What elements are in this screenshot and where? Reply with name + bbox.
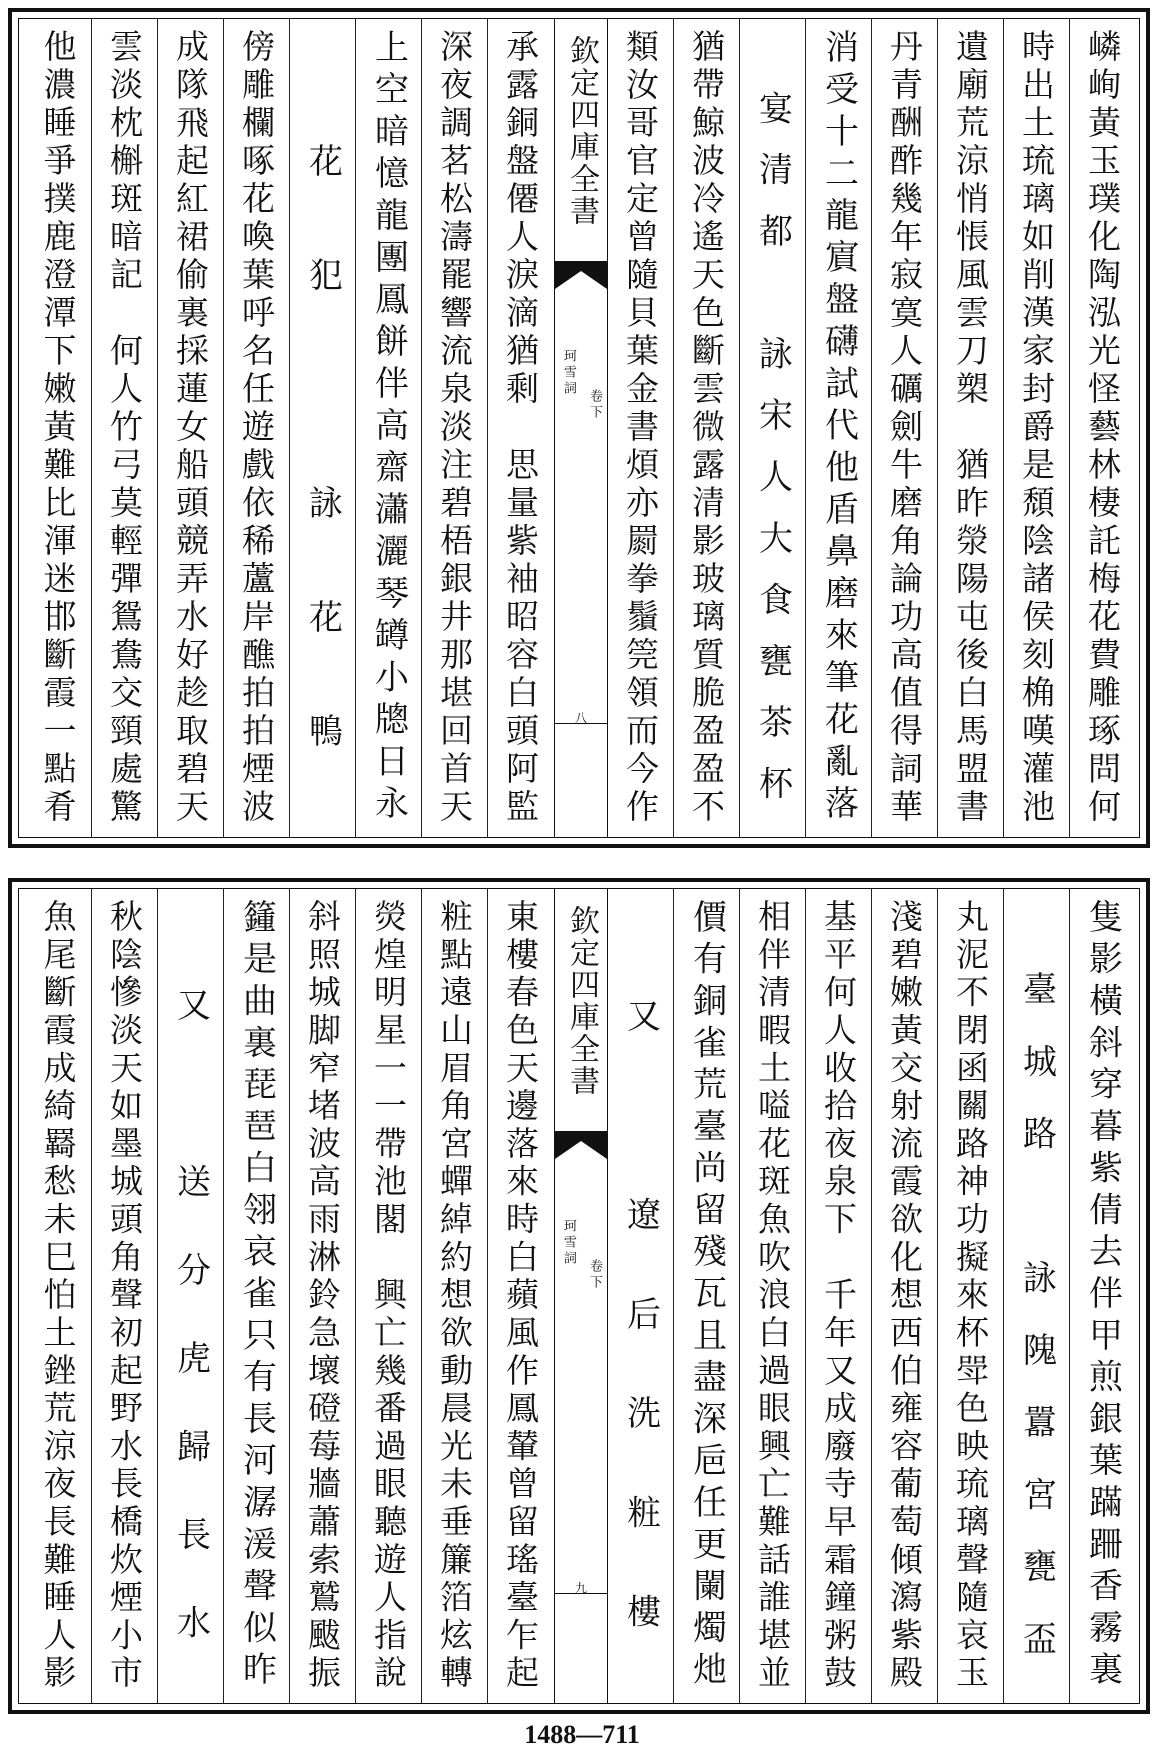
text-column: [871, 19, 937, 837]
text-column: [673, 889, 739, 1703]
column-text: 價有銅雀荒臺尚留殘瓦且盡深巵任更闌燭灺: [686, 899, 727, 1693]
column-text: 他濃睡爭撲鹿澄潭下嫩黃難比渾迷邯斷霞一點肴: [38, 29, 78, 827]
column-heading: 花犯 詠花鴨: [302, 29, 343, 827]
text-column: [289, 889, 355, 1703]
column-text: 承露銅盤僊人淚滴猶剩 思量紫袖昭容白頭阿監: [501, 29, 540, 827]
column-text: 丹青酬酢幾年寂寞人礪劍牛磨角論功高值得詞華: [885, 29, 924, 827]
page-panel-top: [8, 8, 1150, 848]
text-column: [871, 889, 937, 1703]
page-number: 九: [574, 1581, 587, 1595]
text-column: [1003, 19, 1069, 837]
column-text: 粧點遠山眉角宮蟬綽約想欲動晨光未垂簾箔炫轉: [435, 899, 474, 1693]
book-series-title: 欽定四庫全書: [564, 905, 599, 1097]
column-text: 消受十二龍賔盤礴試代他盾鼻磨來筆花亂落: [818, 29, 859, 827]
text-column: [805, 889, 871, 1703]
text-column: [1069, 889, 1135, 1703]
page-frame: [18, 18, 1140, 838]
text-column: [607, 889, 673, 1703]
page-number: 八: [574, 711, 587, 725]
text-column: [937, 19, 1003, 837]
text-column: [421, 889, 487, 1703]
column-text: 魚尾斷霞成綺羇愁未巳怕土銼荒涼夜長難睡人影: [38, 899, 78, 1693]
center-fold: [554, 889, 608, 1703]
text-column: [157, 19, 223, 837]
column-text: 淺碧嫩黃交射流霞欲化想西伯雍容葡萄傾瀉紫殿: [885, 899, 924, 1693]
text-column: [355, 889, 421, 1703]
column-text: 籦是曲裏琵琶白翎哀雀只有長河潺湲聲似昨: [236, 899, 277, 1693]
column-heading: 宴清都 詠宋人大食甕茶杯: [752, 29, 793, 827]
book-series-title: 欽定四庫全書: [564, 35, 599, 227]
text-column: [355, 19, 421, 837]
column-text: 遺廟荒涼悄悵風雲刀槊 猶昨滎陽屯後白馬盟書: [951, 29, 990, 827]
text-column: [421, 19, 487, 837]
text-column: [673, 19, 739, 837]
column-heading: 又 送分虎歸長水: [170, 899, 211, 1693]
column-text: 上空暗憶龍團鳳餅伴高齋瀟灑琴罇小牕日永: [368, 29, 409, 827]
column-text: 深夜調茗松濤罷響流泉淡注碧梧銀井那堪回首天: [435, 29, 474, 827]
column-heading: 臺城路 詠隗囂宮甕盃: [1016, 899, 1057, 1693]
column-text: 成隊飛起紅裙偷裏採蓮女船頭競弄水好趁取碧天: [171, 29, 210, 827]
fishtail-mark-icon: [555, 261, 607, 289]
column-text: 隻影橫斜穿暮紫倩去伴甲煎銀葉蹣跚香霧裏: [1082, 899, 1123, 1693]
column-text: 秋陰慘淡天如墨城頭角聲初起野水長橋炊煙小市: [105, 899, 144, 1693]
text-column: [157, 889, 223, 1703]
column-text: 熒煌明星一一帶池閣 興亡幾番過眼聽遊人指說: [369, 899, 408, 1693]
column-text: 雲淡枕槲斑暗記 何人竹弓莫輕彈鴛鴦交頸處驚: [105, 29, 144, 827]
column-text: 丸泥不閉函關路神功擬來杯斝色映琉璃聲隨哀玉: [951, 899, 990, 1693]
book-title: 珂雪詞: [560, 1219, 576, 1267]
book-title: 珂雪詞: [560, 349, 576, 397]
text-column: [1003, 889, 1069, 1703]
column-heading: 又 遼后洗粧樓: [620, 899, 661, 1693]
column-text: 相伴清暇土嗌花斑魚吹浪白過眼興亡難話誰堪並: [753, 899, 792, 1693]
column-text: 時出土琉璃如削漢家封爵是頹陰諸侯刻桷嘆灌池: [1017, 29, 1056, 827]
column-text: 猶帶鯨波冷遙天色斷雲微露清影玻璃質脆盈盈不: [687, 29, 726, 827]
text-column: [223, 889, 289, 1703]
column-text: 基平何人收拾夜泉下 千年又成廢寺早霜鐘粥鼓: [819, 899, 858, 1693]
column-text: 類汝哥官定曾隨貝葉金書煩亦罽拳鬚筦領而今作: [621, 29, 660, 827]
text-column: [91, 19, 157, 837]
text-column: [1069, 19, 1135, 837]
text-column: [487, 889, 553, 1703]
text-column: [25, 19, 91, 837]
text-column: [607, 19, 673, 837]
text-column: [223, 19, 289, 837]
center-fold: [554, 19, 608, 837]
text-column: [739, 889, 805, 1703]
text-column: [91, 889, 157, 1703]
page-footer-number: 1488—711: [524, 1720, 640, 1749]
column-text: 斜照城脚窄堵波高雨淋鈴急壞磴莓牆蕭索鷲颰振: [303, 899, 342, 1693]
text-column: [289, 19, 355, 837]
text-column: [805, 19, 871, 837]
volume-label: 卷下: [587, 389, 602, 421]
volume-label: 卷下: [587, 1259, 602, 1291]
column-text: 東樓春色天邊落來時白蘋風作鳳輦曾留瑤臺乍起: [501, 899, 540, 1693]
page-panel-bottom: [8, 878, 1150, 1714]
text-column: [487, 19, 553, 837]
column-text: 傍雕欄啄花喚葉呼名任遊戲依稀蘆岸醮拍拍煙波: [237, 29, 276, 827]
text-column: [739, 19, 805, 837]
divider: [555, 723, 607, 724]
column-text: 嶙峋黃玉璞化陶泓光怪藝林棲託梅花費雕琢問何: [1083, 29, 1122, 827]
divider: [555, 1593, 607, 1594]
page-frame: [18, 888, 1140, 1704]
fishtail-mark-icon: [555, 1131, 607, 1159]
text-column: [25, 889, 91, 1703]
text-column: [937, 889, 1003, 1703]
